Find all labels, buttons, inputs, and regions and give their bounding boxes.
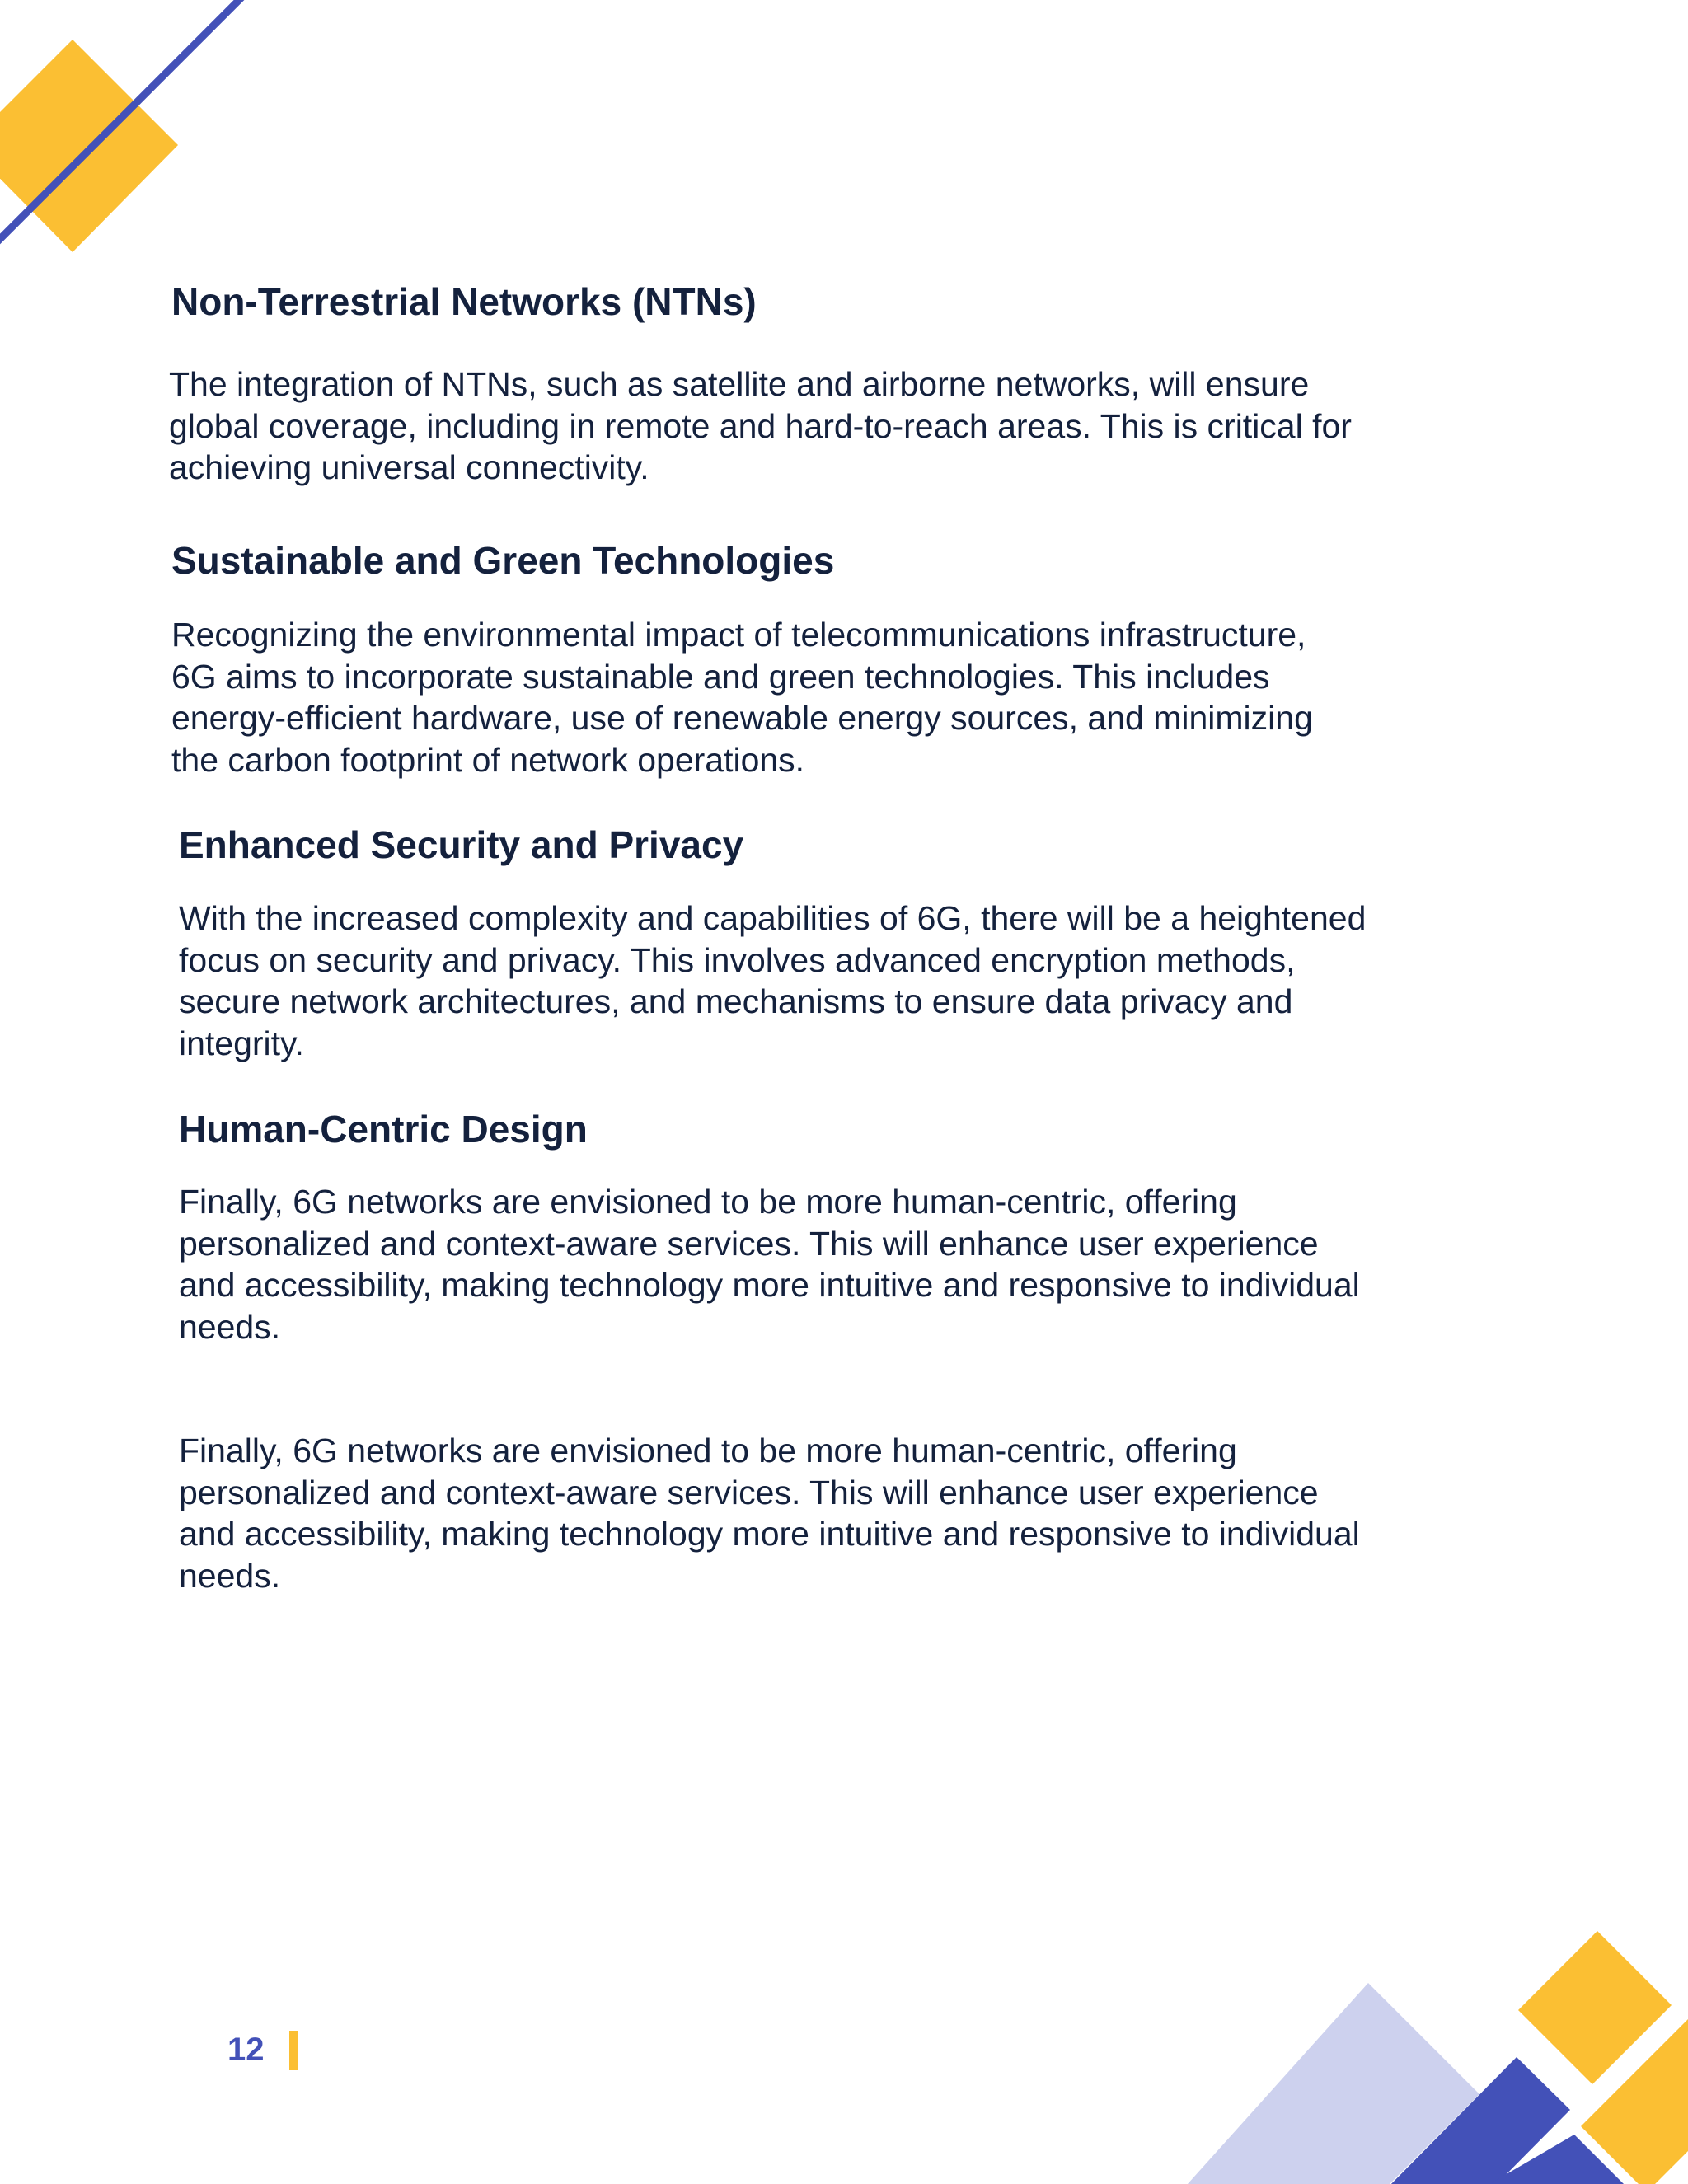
section-security-body — [179, 898, 1465, 1064]
section-heading: Sustainable and Green Technologies — [171, 539, 835, 582]
section-heading: Enhanced Security and Privacy — [179, 823, 744, 866]
section-paragraph: The integration of NTNs, such as satellite and airborne networks, will ensure global coverage, including in remote and hard-to-reach areas. This is critical for achieving universal connectivity. — [169, 365, 1352, 486]
section-heading: Human-Centric Design — [179, 1108, 588, 1151]
section-green-tech-body — [171, 614, 1457, 780]
extra-paragraph-block — [179, 1430, 1465, 1596]
section-security — [179, 822, 1465, 868]
page-number: 12 — [227, 2032, 265, 2068]
section-human-centric-body — [179, 1181, 1465, 1347]
section-paragraph: With the increased complexity and capabilities of 6G, there will be a heightened focus on security and privacy. This involves advanced encryption methods, secure network architectures, and mechanisms to ensure data privacy and integrity. — [179, 899, 1367, 1062]
extra-paragraph: Finally, 6G networks are envisioned to be more human-centric, offering personalized and context-aware services. This will enhance user experience and accessibility, making technology more intuitive and responsive to individual needs. — [179, 1432, 1360, 1595]
section-green-tech — [171, 537, 1457, 583]
section-ntn-body — [169, 363, 1455, 489]
section-heading: Non-Terrestrial Networks (NTNs) — [171, 280, 757, 323]
section-human-centric — [179, 1106, 1465, 1152]
section-paragraph: Recognizing the environmental impact of telecommunications infrastructure, 6G aims to incorporate sustainable and green technologies. This includes energy-efficient hardware, use of renewable energy sources, and minimizing the carbon footprint of network operations. — [171, 616, 1313, 779]
section-paragraph: Finally, 6G networks are envisioned to be more human-centric, offering personalized and context-aware services. This will enhance user experience and accessibility, making technology more intuitive and responsive to individual needs. — [179, 1183, 1360, 1346]
section-ntn — [171, 279, 1457, 325]
page-number-accent-bar — [289, 2031, 298, 2070]
